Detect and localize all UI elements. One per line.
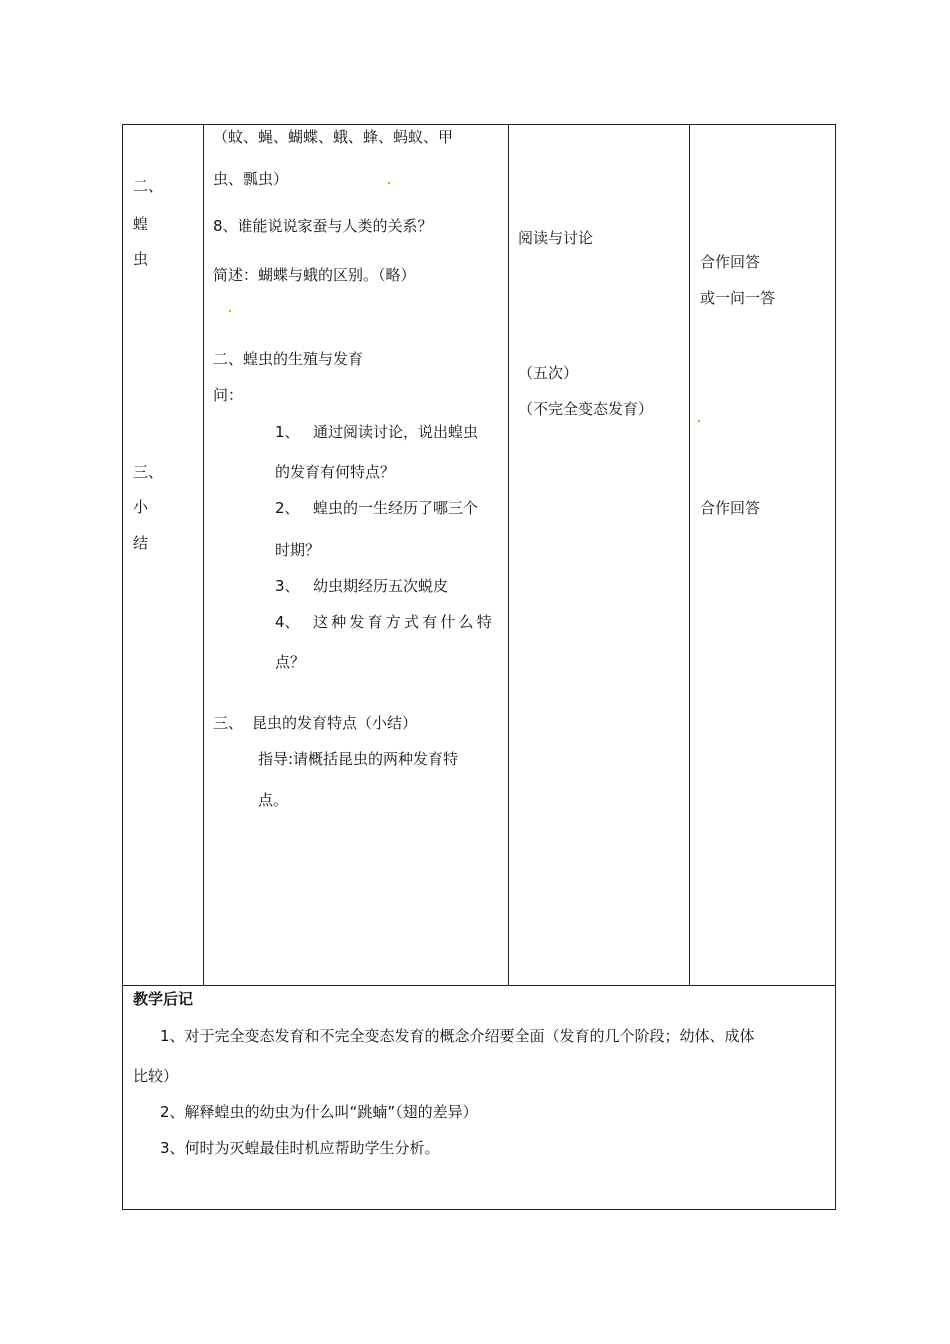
question-3-number: 3、 [275, 577, 300, 595]
student-activity-read: 阅读与讨论 [518, 229, 594, 247]
question-1-line-2: 的发育有何特点？ [275, 463, 396, 481]
column-divider-2 [508, 124, 509, 986]
method-cooperate-1: 合作回答 [700, 253, 761, 271]
guide-line-2: 点。 [258, 791, 289, 809]
heading-3: 昆虫的发育特点（小结） [252, 714, 418, 732]
note-2: 2、解释蝗虫的幼虫为什么叫“跳蝻”（翅的差异） [160, 1103, 478, 1121]
ask-label: 问： [213, 386, 244, 404]
column-divider-3 [689, 124, 690, 986]
question-8: 8、谁能说说家蚕与人类的关系？ [213, 217, 433, 235]
stray-mark [229, 310, 231, 312]
insect-list-line-2: 虫、瓢虫） [213, 170, 289, 188]
section-2-char-2: 虫 [133, 250, 149, 268]
stray-mark [698, 420, 700, 422]
section-2-char-1: 蝗 [133, 215, 149, 233]
student-activity-incomplete: （不完全变态发育） [518, 400, 654, 418]
brief-question: 简述：蝴蝶与蛾的区别。（略） [213, 266, 416, 284]
note-3: 3、何时为灭蝗最佳时机应帮助学生分析。 [160, 1139, 440, 1157]
method-cooperate-2: 合作回答 [700, 499, 761, 517]
stray-mark [388, 182, 390, 184]
note-1-line-1: 1、对于完全变态发育和不完全变态发育的概念介绍要全面（发育的几个阶段；幼体、成体 [160, 1027, 755, 1045]
heading-3-number: 三、 [213, 714, 244, 732]
guide-line-1: 指导:请概括昆虫的两种发育特 [258, 750, 459, 768]
section-3-number: 三、 [133, 463, 164, 481]
question-4-line-2: 点？ [275, 653, 306, 671]
student-activity-five: （五次） [518, 364, 579, 382]
column-divider-1 [203, 124, 204, 986]
section-2-number: 二、 [133, 177, 164, 195]
notes-divider [122, 985, 836, 986]
question-1-line-1: 通过阅读讨论，说出蝗虫 [313, 423, 479, 441]
heading-2: 二、蝗虫的生殖与发育 [213, 350, 364, 368]
question-1-number: 1、 [275, 423, 300, 441]
method-question-answer: 或一问一答 [700, 289, 776, 307]
section-3-char-1: 小 [133, 498, 149, 516]
question-2-number: 2、 [275, 499, 300, 517]
notes-title: 教学后记 [133, 990, 194, 1008]
question-3-line-1: 幼虫期经历五次蜕皮 [313, 577, 449, 595]
lesson-table [122, 124, 836, 1210]
question-4-line-1: 这种发育方式有什么特 [313, 613, 496, 631]
insect-list-line-1: （蚊、蝇、蝴蝶、蛾、蜂、蚂蚁、甲 [213, 128, 454, 146]
question-2-line-1: 蝗虫的一生经历了哪三个 [313, 499, 479, 517]
section-3-char-2: 结 [133, 534, 149, 552]
note-1-line-2: 比较） [133, 1067, 179, 1085]
question-2-line-2: 时期？ [275, 541, 321, 559]
question-4-number: 4、 [275, 613, 300, 631]
